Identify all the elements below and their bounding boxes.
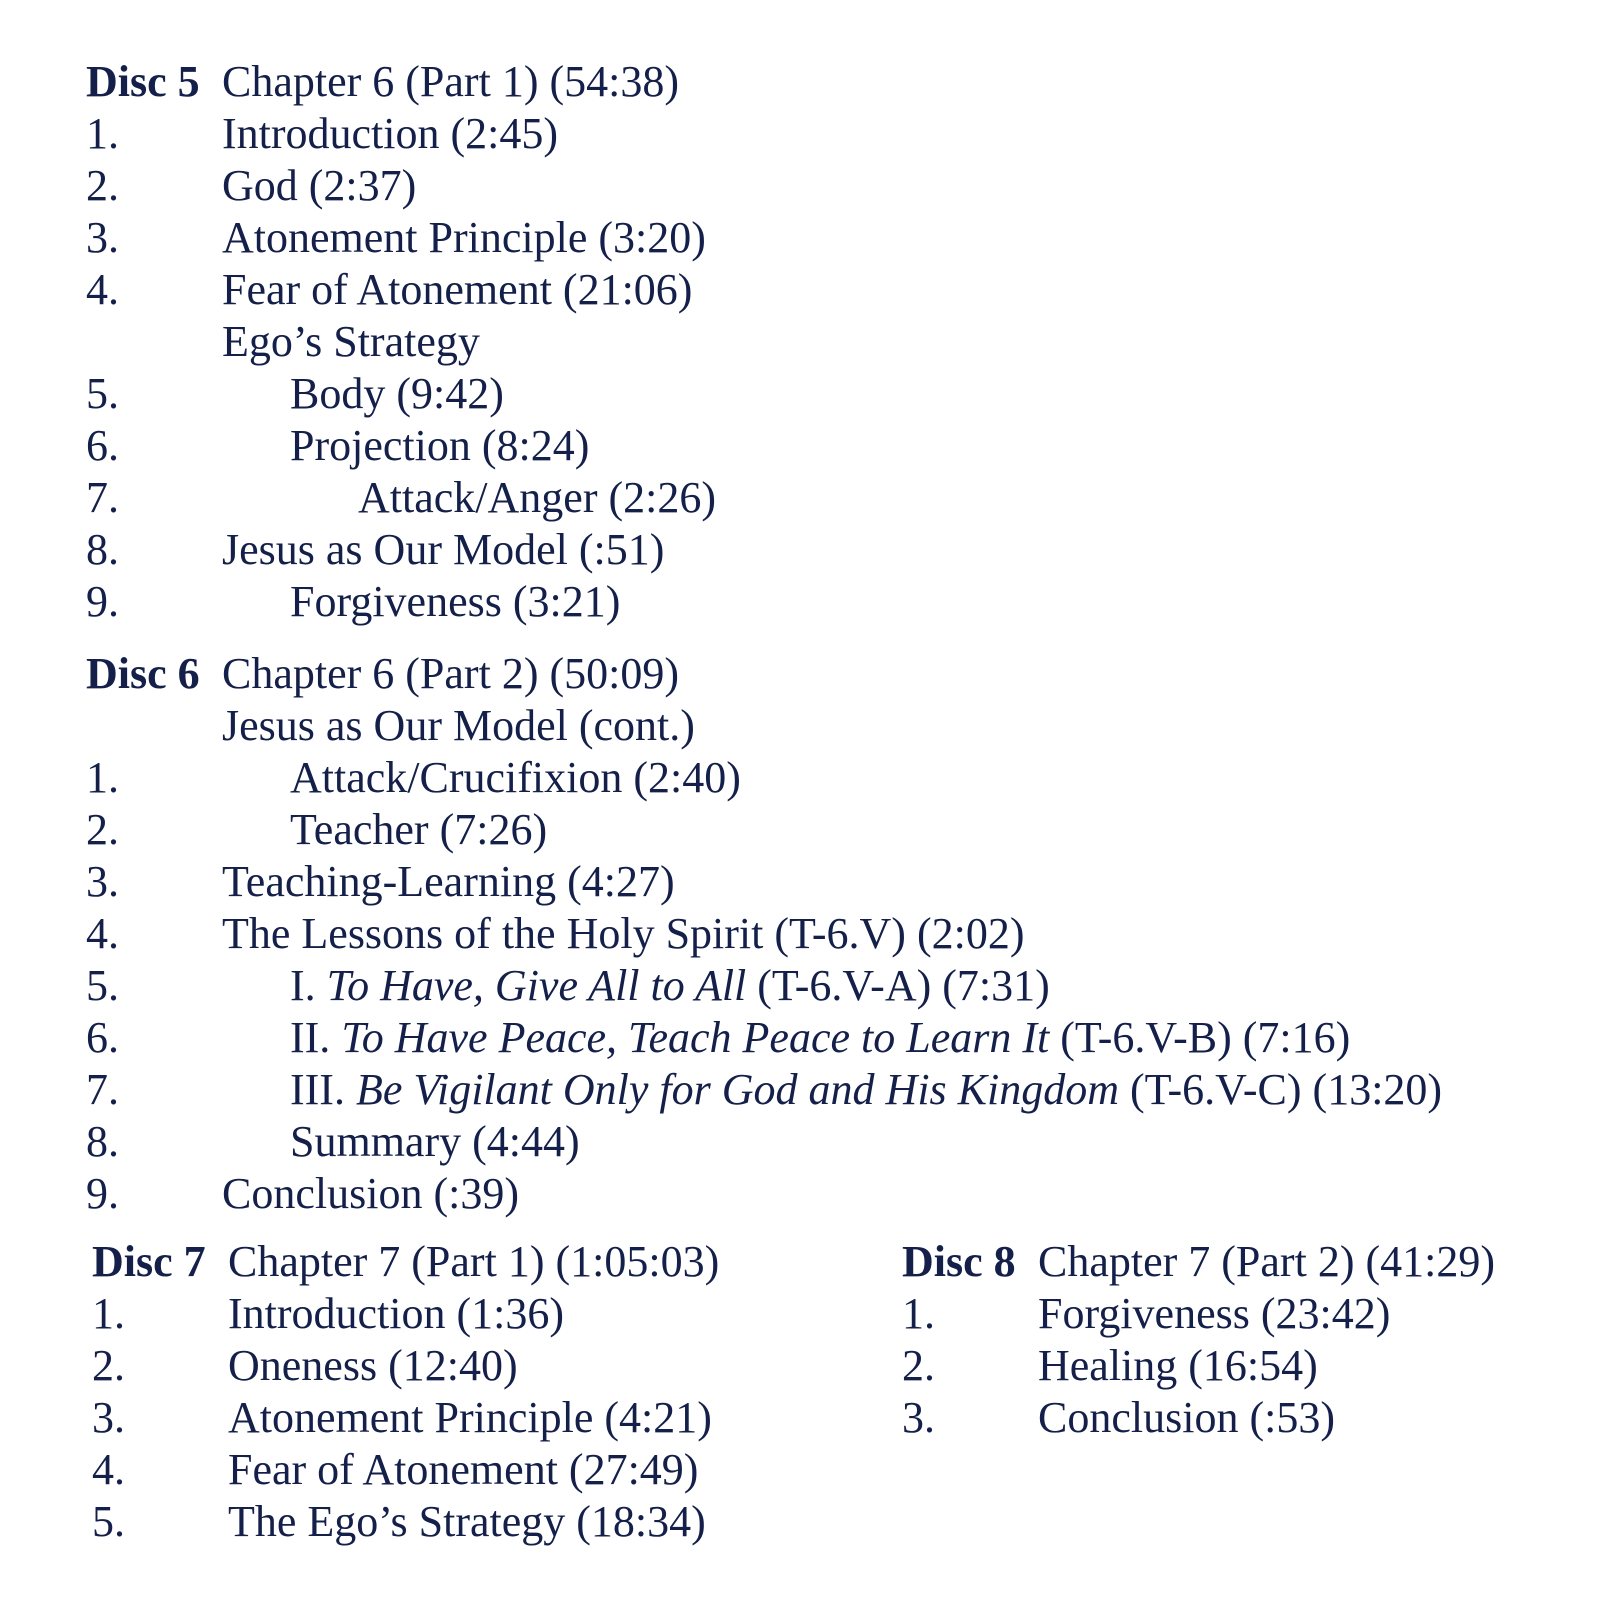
track-title	[290, 1012, 1350, 1064]
disc-title: Chapter 6 (Part 2) (50:09)	[222, 649, 679, 698]
track-title: Fear of Atonement (21:06)	[222, 265, 693, 314]
track-title: Forgiveness (3:21)	[290, 577, 621, 626]
track-title: Oneness (12:40)	[228, 1341, 518, 1390]
track-number: 6.	[86, 421, 119, 470]
track-title: Forgiveness (23:42)	[1038, 1289, 1391, 1338]
track-title: The Lessons of the Holy Spirit (T-6.V) (2:02)	[222, 909, 1025, 958]
disc-label: Disc 6	[86, 649, 200, 698]
track-number: 3.	[902, 1393, 935, 1442]
track-title: Fear of Atonement (27:49)	[228, 1445, 699, 1494]
track-title: Introduction (2:45)	[222, 109, 559, 158]
track-title: Atonement Principle (3:20)	[222, 213, 706, 262]
track-title: Jesus as Our Model (:51)	[222, 525, 665, 574]
track-number: 9.	[86, 1169, 119, 1218]
track-number: 6.	[86, 1013, 119, 1062]
subheading-text: Ego’s Strategy	[222, 317, 480, 366]
subheading-text: Jesus as Our Model (cont.)	[222, 701, 695, 750]
track-title: Teaching-Learning (4:27)	[222, 857, 675, 906]
lesson-title: Be Vigilant Only for God and His Kingdom	[355, 1065, 1120, 1114]
track-number: 4.	[86, 909, 119, 958]
disc-label: Disc 8	[902, 1237, 1016, 1286]
track-number: 2.	[86, 805, 119, 854]
disc-label: Disc 7	[92, 1237, 206, 1286]
track-number: 5.	[86, 369, 119, 418]
track-title: Atonement Principle (4:21)	[228, 1393, 712, 1442]
track-title: Summary (4:44)	[290, 1117, 580, 1166]
track-number: 2.	[92, 1341, 125, 1390]
lesson-title: To Have Peace, Teach Peace to Learn It	[341, 1013, 1050, 1062]
track-title: Conclusion (:39)	[222, 1169, 519, 1218]
track-number: 7.	[86, 473, 119, 522]
lesson-title: To Have, Give All to All	[326, 961, 747, 1010]
track-number: 2.	[902, 1341, 935, 1390]
track-number: 4.	[92, 1445, 125, 1494]
lesson-reference: (T-6.V-B) (7:16)	[1060, 1013, 1351, 1062]
track-number: 3.	[86, 857, 119, 906]
track-number: 4.	[86, 265, 119, 314]
track-number: 7.	[86, 1065, 119, 1114]
track-title: Body (9:42)	[290, 369, 504, 418]
disc-title: Chapter 7 (Part 2) (41:29)	[1038, 1237, 1495, 1286]
track-title: Healing (16:54)	[1038, 1341, 1318, 1390]
track-title	[290, 1064, 1442, 1116]
track-number: 1.	[86, 109, 119, 158]
roman-numeral: I.	[290, 961, 316, 1010]
track-title: Conclusion (:53)	[1038, 1393, 1335, 1442]
roman-numeral: II.	[290, 1013, 331, 1062]
roman-numeral: III.	[290, 1065, 345, 1114]
track-title: Projection (8:24)	[290, 421, 590, 470]
track-title: God (2:37)	[222, 161, 417, 210]
track-number: 1.	[902, 1289, 935, 1338]
track-title	[290, 960, 1050, 1012]
track-number: 2.	[86, 161, 119, 210]
disc-label: Disc 5	[86, 57, 200, 106]
disc-title: Chapter 7 (Part 1) (1:05:03)	[228, 1237, 720, 1286]
track-title: Attack/Anger (2:26)	[358, 473, 716, 522]
track-title: Introduction (1:36)	[228, 1289, 565, 1338]
track-number: 3.	[86, 213, 119, 262]
lesson-reference: (T-6.V-C) (13:20)	[1130, 1065, 1443, 1114]
disc-title: Chapter 6 (Part 1) (54:38)	[222, 57, 679, 106]
lesson-reference: (T-6.V-A) (7:31)	[757, 961, 1050, 1010]
track-title: The Ego’s Strategy (18:34)	[228, 1497, 706, 1546]
track-title: Teacher (7:26)	[290, 805, 548, 854]
track-number: 3.	[92, 1393, 125, 1442]
track-number: 5.	[92, 1497, 125, 1546]
track-number: 8.	[86, 1117, 119, 1166]
track-number: 1.	[86, 753, 119, 802]
track-title: Attack/Crucifixion (2:40)	[290, 753, 741, 802]
track-number: 9.	[86, 577, 119, 626]
track-number: 1.	[92, 1289, 125, 1338]
track-number: 5.	[86, 961, 119, 1010]
track-number: 8.	[86, 525, 119, 574]
